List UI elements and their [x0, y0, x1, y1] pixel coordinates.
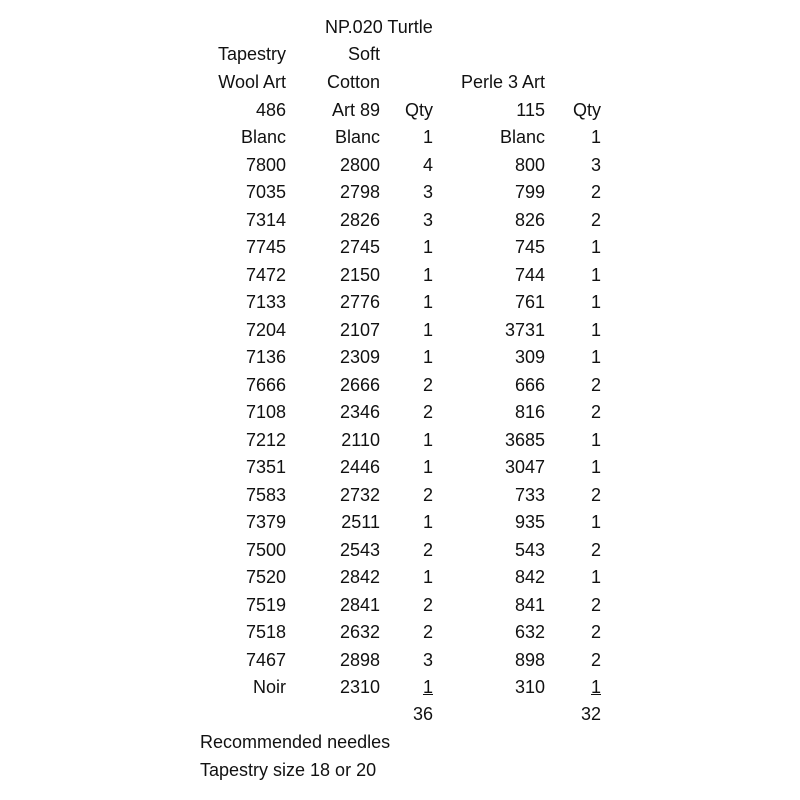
cell-wool: 7212	[245, 430, 286, 450]
footer-needles-heading: Recommended needles	[200, 732, 391, 752]
cell-qty-2: 2	[590, 182, 601, 202]
footer-needles-size: Tapestry size 18 or 20	[200, 760, 377, 780]
cell-perle: 816	[514, 402, 545, 422]
cell-qty-2: 1	[590, 127, 601, 147]
cell-cotton: 2666	[339, 375, 380, 395]
cell-qty-1: 1	[422, 237, 433, 257]
cell-qty-1: 2	[422, 402, 433, 422]
header-cotton-line1: Soft	[347, 44, 380, 64]
cell-qty-2: 1	[590, 677, 601, 697]
cell-perle: 632	[514, 622, 545, 642]
cell-cotton: 2776	[339, 292, 380, 312]
cell-qty-2: 2	[590, 375, 601, 395]
cell-wool: Noir	[252, 677, 286, 697]
cell-cotton: 2346	[339, 402, 380, 422]
cell-qty-2: 2	[590, 650, 601, 670]
cell-cotton: 2800	[339, 155, 380, 175]
cell-qty-1: 2	[422, 622, 433, 642]
cell-qty-1: 2	[422, 485, 433, 505]
cell-qty-1: 1	[422, 457, 433, 477]
cell-qty-1: 1	[422, 512, 433, 532]
cell-cotton: 2732	[339, 485, 380, 505]
cell-wool: 7108	[245, 402, 286, 422]
header-qty-1: Qty	[404, 100, 433, 120]
cell-qty-2: 3	[590, 155, 601, 175]
cell-cotton: 2632	[339, 622, 380, 642]
header-perle-line2: 115	[516, 100, 545, 120]
cell-wool: 7204	[245, 320, 286, 340]
cell-wool: 7472	[245, 265, 286, 285]
cell-qty-1: 1	[422, 347, 433, 367]
cell-qty-2: 2	[590, 595, 601, 615]
cell-wool: 7520	[245, 567, 286, 587]
header-cotton-line3: Art 89	[331, 100, 380, 120]
cell-qty-1: 1	[422, 677, 433, 697]
cell-qty-2: 1	[590, 292, 601, 312]
header-wool-line1: Tapestry	[217, 44, 286, 64]
cell-wool: 7136	[245, 347, 286, 367]
cell-qty-2: 2	[590, 540, 601, 560]
cell-perle: 826	[514, 210, 545, 230]
cell-perle: 842	[514, 567, 545, 587]
cell-cotton: 2150	[339, 265, 380, 285]
cell-cotton: Blanc	[334, 127, 380, 147]
header-wool-line2: Wool Art	[218, 72, 286, 92]
cell-cotton: 2309	[339, 347, 380, 367]
cell-qty-2: 2	[590, 622, 601, 642]
cell-perle: 3731	[504, 320, 545, 340]
cell-cotton: 2898	[339, 650, 380, 670]
cell-perle: 733	[514, 485, 545, 505]
total-qty-2: 32	[580, 704, 601, 724]
cell-perle: Blanc	[499, 127, 545, 147]
cell-qty-1: 1	[422, 265, 433, 285]
cell-qty-2: 1	[590, 347, 601, 367]
cell-cotton: 2798	[339, 182, 380, 202]
cell-wool: 7351	[245, 457, 286, 477]
cell-perle: 800	[514, 155, 545, 175]
cell-perle: 309	[514, 347, 545, 367]
cell-cotton: 2107	[339, 320, 380, 340]
cell-qty-1: 1	[422, 430, 433, 450]
cell-cotton: 2310	[339, 677, 380, 697]
cell-qty-2: 2	[590, 210, 601, 230]
cell-wool: 7314	[245, 210, 286, 230]
cell-perle: 543	[514, 540, 545, 560]
cell-qty-1: 1	[422, 292, 433, 312]
cell-wool: Blanc	[240, 127, 286, 147]
cell-wool: 7583	[245, 485, 286, 505]
cell-qty-1: 2	[422, 540, 433, 560]
header-wool-line3: 486	[255, 100, 286, 120]
cell-qty-1: 1	[422, 567, 433, 587]
cell-perle: 666	[514, 375, 545, 395]
cell-qty-2: 1	[590, 237, 601, 257]
cell-cotton: 2110	[341, 430, 380, 450]
cell-qty-2: 1	[590, 457, 601, 477]
cell-wool: 7467	[245, 650, 286, 670]
cell-wool: 7035	[245, 182, 286, 202]
header-qty-2: Qty	[572, 100, 601, 120]
cell-qty-1: 3	[422, 182, 433, 202]
cell-perle: 744	[514, 265, 545, 285]
cell-wool: 7666	[245, 375, 286, 395]
cell-qty-2: 2	[590, 485, 601, 505]
cell-wool: 7500	[245, 540, 286, 560]
cell-qty-1: 3	[422, 210, 433, 230]
cell-qty-1: 3	[422, 650, 433, 670]
cell-qty-1: 1	[422, 127, 433, 147]
cell-qty-2: 1	[590, 265, 601, 285]
cell-qty-2: 1	[590, 512, 601, 532]
cell-wool: 7133	[245, 292, 286, 312]
cell-qty-1: 2	[422, 595, 433, 615]
cell-perle: 799	[514, 182, 545, 202]
cell-cotton: 2841	[339, 595, 380, 615]
cell-perle: 3047	[504, 457, 545, 477]
cell-cotton: 2511	[341, 512, 380, 532]
cell-qty-2: 1	[590, 567, 601, 587]
total-qty-1: 36	[412, 704, 433, 724]
cell-wool: 7518	[245, 622, 286, 642]
cell-cotton: 2446	[339, 457, 380, 477]
cell-wool: 7800	[245, 155, 286, 175]
header-cotton-line2: Cotton	[326, 72, 380, 92]
cell-wool: 7745	[245, 237, 286, 257]
cell-perle: 745	[514, 237, 545, 257]
cell-qty-1: 1	[422, 320, 433, 340]
cell-perle: 310	[514, 677, 545, 697]
header-perle-line1: Perle 3 Art	[460, 72, 545, 92]
cell-qty-2: 2	[590, 402, 601, 422]
cell-qty-1: 4	[422, 155, 433, 175]
cell-perle: 841	[514, 595, 545, 615]
cell-qty-1: 2	[422, 375, 433, 395]
cell-perle: 898	[514, 650, 545, 670]
page-title: NP.020 Turtle	[325, 17, 433, 37]
cell-wool: 7519	[245, 595, 286, 615]
cell-cotton: 2842	[339, 567, 380, 587]
cell-wool: 7379	[245, 512, 286, 532]
cell-perle: 3685	[504, 430, 545, 450]
cell-cotton: 2543	[339, 540, 380, 560]
cell-qty-2: 1	[590, 320, 601, 340]
cell-perle: 761	[514, 292, 545, 312]
cell-cotton: 2826	[339, 210, 380, 230]
cell-qty-2: 1	[590, 430, 601, 450]
cell-perle: 935	[514, 512, 545, 532]
cell-cotton: 2745	[339, 237, 380, 257]
